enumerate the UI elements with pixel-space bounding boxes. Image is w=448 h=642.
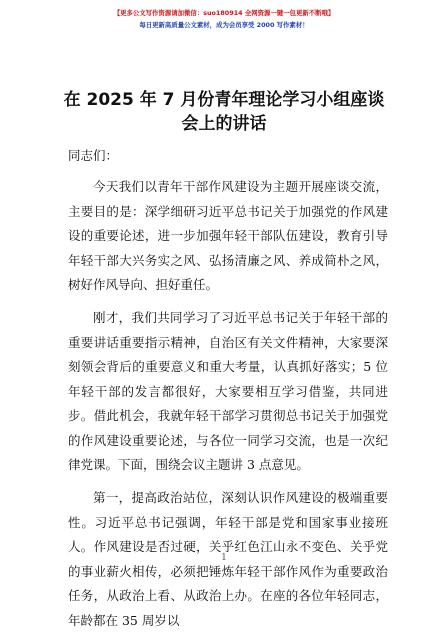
page-number: 1	[221, 553, 227, 563]
paragraph-1: 今天我们以青年干部作风建设为主题开展座谈交流，主要目的是：深学细研习近平总书记关于加强党的作风建设的重要论述，进一步加强年轻干部队伍建设，教育引导年轻干部大兴务实之风、弘扬清廉之风、养成简朴之风，树好作风导向、担好重任。	[68, 179, 388, 292]
salutation: 同志们：	[68, 148, 119, 163]
promo-banner-line-1: 【更多公文写作资源请加微信：suo180914 全网资源一键一包更新不断哦】	[113, 9, 335, 17]
paragraph-2: 刚才，我们共同学习了习近平总书记关于年轻干部的重要讲话重要指示精神，自治区有关文件精神，大家要深刻领会背后的重要意义和重大考量，认真抓好落实；5 位年轻干部的发言都很好，大家要相互学习借鉴，共同进步。借此机会，我就年轻干部学习贯彻总书记关于加强党的作风建设重要论述，与各位一同学习交流，也是一次纪律党课。下面，围绕会议主题讲 3 点意见。	[68, 310, 388, 472]
paragraph-3: 第一，提高政治站位，深刻认识作风建设的极端重要性。习近平总书记强调，年轻干部是党和国家事业接班人。作风建设是否过硬，关乎红色江山永不变色、关乎党的事业薪火相传，必须把锤炼年轻干部作风作为重要政治任务，从政治上看、从政治上办。在座的各位年轻同志，年龄都在 35 周岁以	[68, 490, 388, 628]
document-title: 在 2025 年 7 月份青年理论学习小组座谈会上的讲话	[63, 90, 385, 134]
document-body	[68, 175, 388, 642]
promo-banner-line-2: 每日更新高质量公文素材，成为会员享受 2000 写作素材！	[139, 21, 309, 29]
